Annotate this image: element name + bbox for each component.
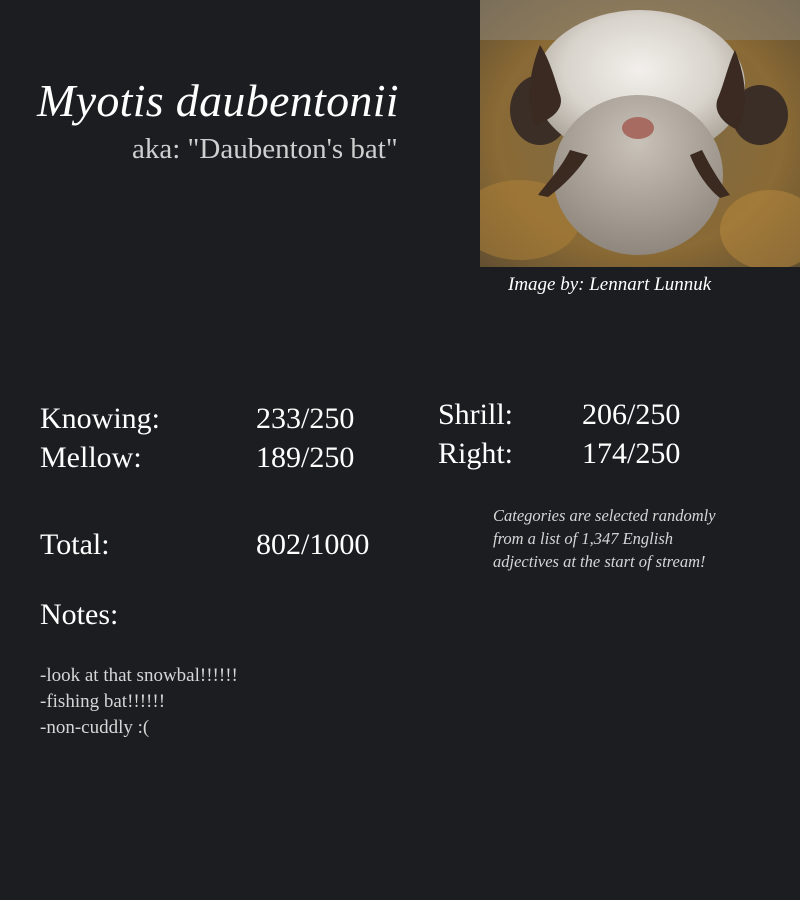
stat-value-right: 174/250 [582,437,681,470]
disclaimer-line: Categories are selected randomly [493,506,716,525]
bat-photo [480,0,800,267]
stat-label-mellow: Mellow: [40,441,142,474]
stat-value-shrill: 206/250 [582,398,681,431]
categories-disclaimer [493,504,743,573]
notes-list [40,663,238,741]
note-item: -look at that snowbal!!!!!! [40,665,238,686]
total-value: 802/1000 [256,528,370,561]
note-item: -non-cuddly :( [40,717,150,738]
stat-value-mellow: 189/250 [256,441,355,474]
common-name: aka: "Daubenton's bat" [132,133,398,165]
disclaimer-line: from a list of 1,347 English [493,529,673,548]
stat-label-knowing: Knowing: [40,402,160,435]
species-name: Myotis daubentonii [37,75,399,126]
stat-label-right: Right: [438,437,514,470]
disclaimer-line: adjectives at the start of stream! [493,552,706,571]
stat-value-knowing: 233/250 [256,402,355,435]
note-item: -fishing bat!!!!!! [40,691,166,712]
total-label: Total: [40,528,110,561]
stat-label-shrill: Shrill: [438,398,514,431]
notes-heading: Notes: [40,598,119,631]
image-credit: Image by: Lennart Lunnuk [508,274,712,295]
